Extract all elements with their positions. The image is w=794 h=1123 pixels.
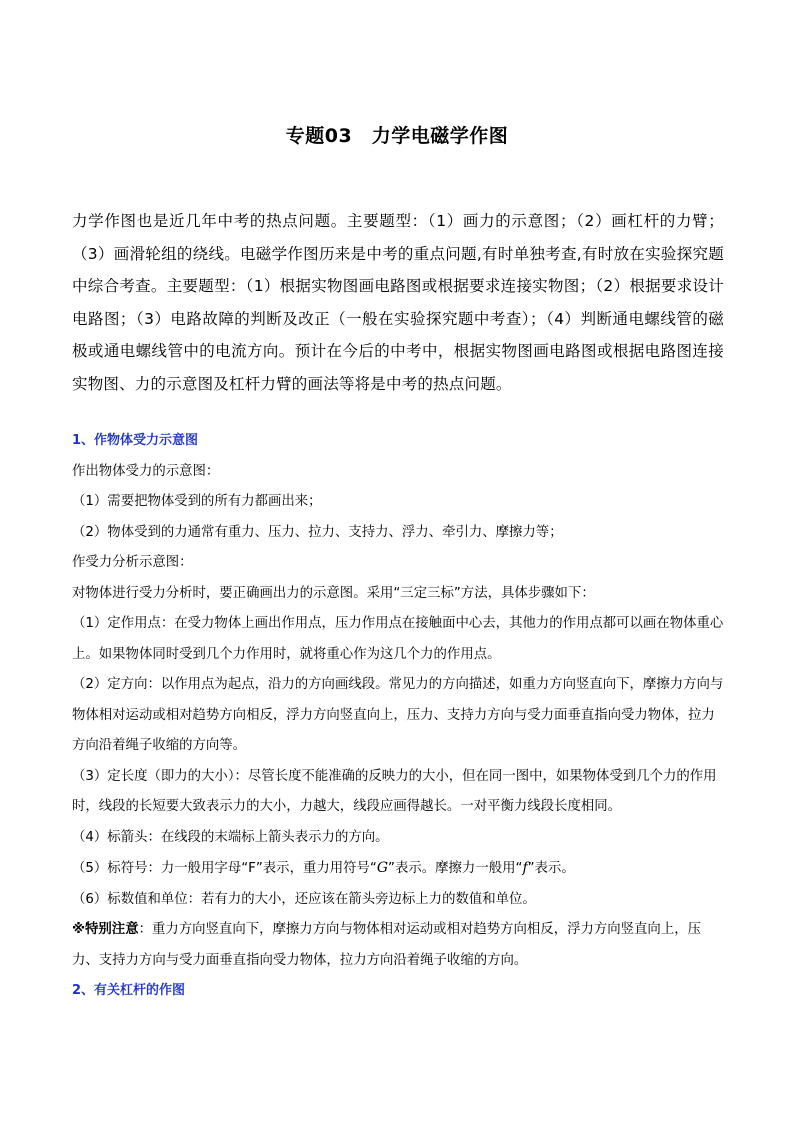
- text-run: ”表示。: [527, 861, 575, 876]
- content-body: [72, 426, 724, 1007]
- special-note: [72, 915, 724, 976]
- section-1-heading: 1、作物体受力示意图: [72, 433, 199, 448]
- note-label: ※特别注意: [72, 922, 139, 937]
- paragraph-symbols: [72, 853, 724, 885]
- paragraph: （1）需要把物体受到的所有力都画出来；: [72, 494, 322, 509]
- paragraph: 作受力分析示意图：: [72, 555, 193, 570]
- section-2-heading: 2、有关杠杆的作图: [72, 983, 186, 998]
- paragraph: （2）定方向：以作用点为起点，沿力的方向画线段。常见力的方向描述，如重力方向竖直向下，摩擦力方向与物体相对运动或相对趋势方向相反，浮力方向竖直向上，压力、支持力方向与受力面垂直指向受力物体，拉力方向沿着绳子收缩的方向等。: [72, 677, 724, 753]
- text-run: （5）标符号：力一般用字母“F”表示，重力用符号“: [72, 861, 377, 876]
- paragraph: （3）定长度（即力的大小）：尽管长度不能准确的反映力的大小，但在同一图中，如果物体受到几个力的作用时，线段的长短要大致表示力的大小，力越大，线段应画得越长。一对平衡力线段长度相同。: [72, 768, 717, 814]
- paragraph: （6）标数值和单位：若有力的大小，还应该在箭头旁边标上力的数值和单位。: [72, 891, 536, 907]
- paragraph: （1）定作用点：在受力物体上画出作用点，压力作用点在接触面中心去，其他力的作用点都可以画在物体重心上。如果物体同时受到几个力作用时，就将重心作为这几个力的作用点。: [72, 616, 724, 662]
- page-title: 专题03 力学电磁学作图: [285, 125, 509, 147]
- paragraph: （4）标箭头：在线段的末端标上箭头表示力的方向。: [72, 829, 389, 845]
- note-text: ：重力方向竖直向下，摩擦力方向与物体相对运动或相对趋势方向相反，浮力方向竖直向上，压力、支持力方向与受力面垂直指向受力物体，拉力方向沿着绳子收缩的方向。: [72, 922, 701, 968]
- intro-paragraph: 力学作图也是近几年中考的热点问题。主要题型：（1）画力的示意图；（2）画杠杆的力臂；（3）画滑轮组的绕线。电磁学作图历来是中考的重点问题,有时单独考查,有时放在实验探究题中综合考查。主要题型：（1）根据实物图画电路图或根据要求连接实物图；（2）根据要求设计电路图；（3）电路故障的判断及改正（一般在实验探究题中考查）；（4）判断通电螺线管的磁极或通电螺线管中的电流方向。预计在今后的中考中，根据实物图画电路图或根据电路图连接实物图、力的示意图及杠杆力臂的画法等将是中考的热点问题。: [72, 212, 724, 393]
- text-run: ”表示。摩擦力一般用“: [388, 861, 523, 876]
- paragraph: 作出物体受力的示意图：: [72, 463, 220, 479]
- symbol-g: G: [376, 860, 389, 876]
- intro-block: [72, 205, 724, 400]
- symbol-f: f: [522, 860, 528, 876]
- paragraph: （2）物体受到的力通常有重力、压力、拉力、支持力、浮力、牵引力、摩擦力等；: [72, 524, 563, 540]
- paragraph: 对物体进行受力分析时，要正确画出力的示意图。采用“三定三标”方法，具体步骤如下：: [72, 585, 595, 601]
